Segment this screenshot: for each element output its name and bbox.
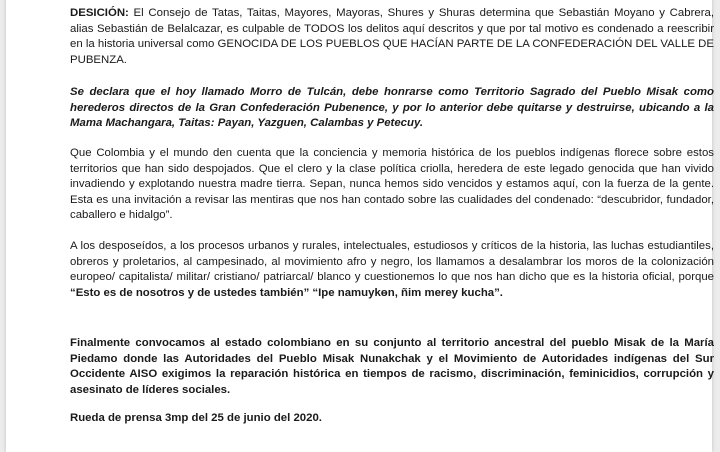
paragraph-memory: Que Colombia y el mundo den cuenta que la conciencia y memoria histórica de los pueblos indígenas florece sobre estos territorios que han sido despojados. Que el clero y la clase política criolla, heredera de este legado genocida que han vivido invadiendo y explotando nuestra madre tierra. Sepan, nunca hemos sido vencidos y estamos aquí, con la fuerza de la gente. Esta es una invitación a revisar las mentiras que nos han contado sobre las cualidades del condenado: “descubridor, fundador, caballero e hidalgo”. bbox=[70, 147, 714, 221]
document-page bbox=[6, 0, 712, 452]
invitation-text: A los desposeídos, a los procesos urbanos y rurales, intelectuales, estudiosos y críticos de la historia, las luchas estudiantiles, obreros y proletarios, al campesinado, al movimiento afro y negro, los llamamos a desalambrar los moros de la colonización europeo/ capitalista/ militar/ cristiano/ patriarcal/ blanco y cuestionemos lo que nos han dicho que es la historia oficial, porque bbox=[70, 240, 714, 283]
paragraph-press-conference bbox=[70, 411, 714, 427]
paragraph-decision bbox=[70, 6, 714, 68]
decision-text: El Consejo de Tatas, Taitas, Mayores, Mayoras, Shures y Shuras determina que Sebastián Moyano y Cabrera, alias Sebastián de Belalcazar, es culpable de TODOS los delitos aquí descritos y que por tal motivo es condenado a reescribir en la historia universal como GENOCIDA DE LOS PUEBLOS QUE HACÍAN PARTE DE LA CONFEDERACIÓN DEL VALLE DE PUBENZA. bbox=[70, 7, 714, 66]
paragraph-sacred-territory: Se declara que el hoy llamado Morro de Tulcán, debe honrarse como Territorio Sagrado del Pueblo Misak como herederos directos de la Gran Confederación Pubenence, y por lo anterior debe quitarse y destruirse, ubicando a la Mama Machangara, Taitas: Payan, Yazguen, Calambas y Petecuy. bbox=[70, 86, 714, 129]
paragraph-reparation bbox=[70, 336, 714, 398]
paragraph-invitation bbox=[70, 239, 714, 301]
invitation-quote: “Esto es de nosotros y de ustedes también” “Ipe namuykɵn, ñim merey kucha”. bbox=[70, 286, 503, 299]
decision-label: DESICIÓN: bbox=[70, 7, 129, 19]
press-conference-text: Rueda de prensa 3mp del 25 de junio del 2020. bbox=[70, 412, 322, 424]
reparation-text: Finalmente convocamos al estado colombiano en su conjunto al territorio ancestral del pueblo Misak de la María Piedamo donde las Autoridades del Pueblo Misak Nunakchak y el Movimiento de Autoridades indígenas del Sur Occidente AISO exigimos la reparación histórica en tiempos de racismo, discriminación, feminicidios, corrupción y asesinato de líderes sociales. bbox=[70, 337, 714, 396]
